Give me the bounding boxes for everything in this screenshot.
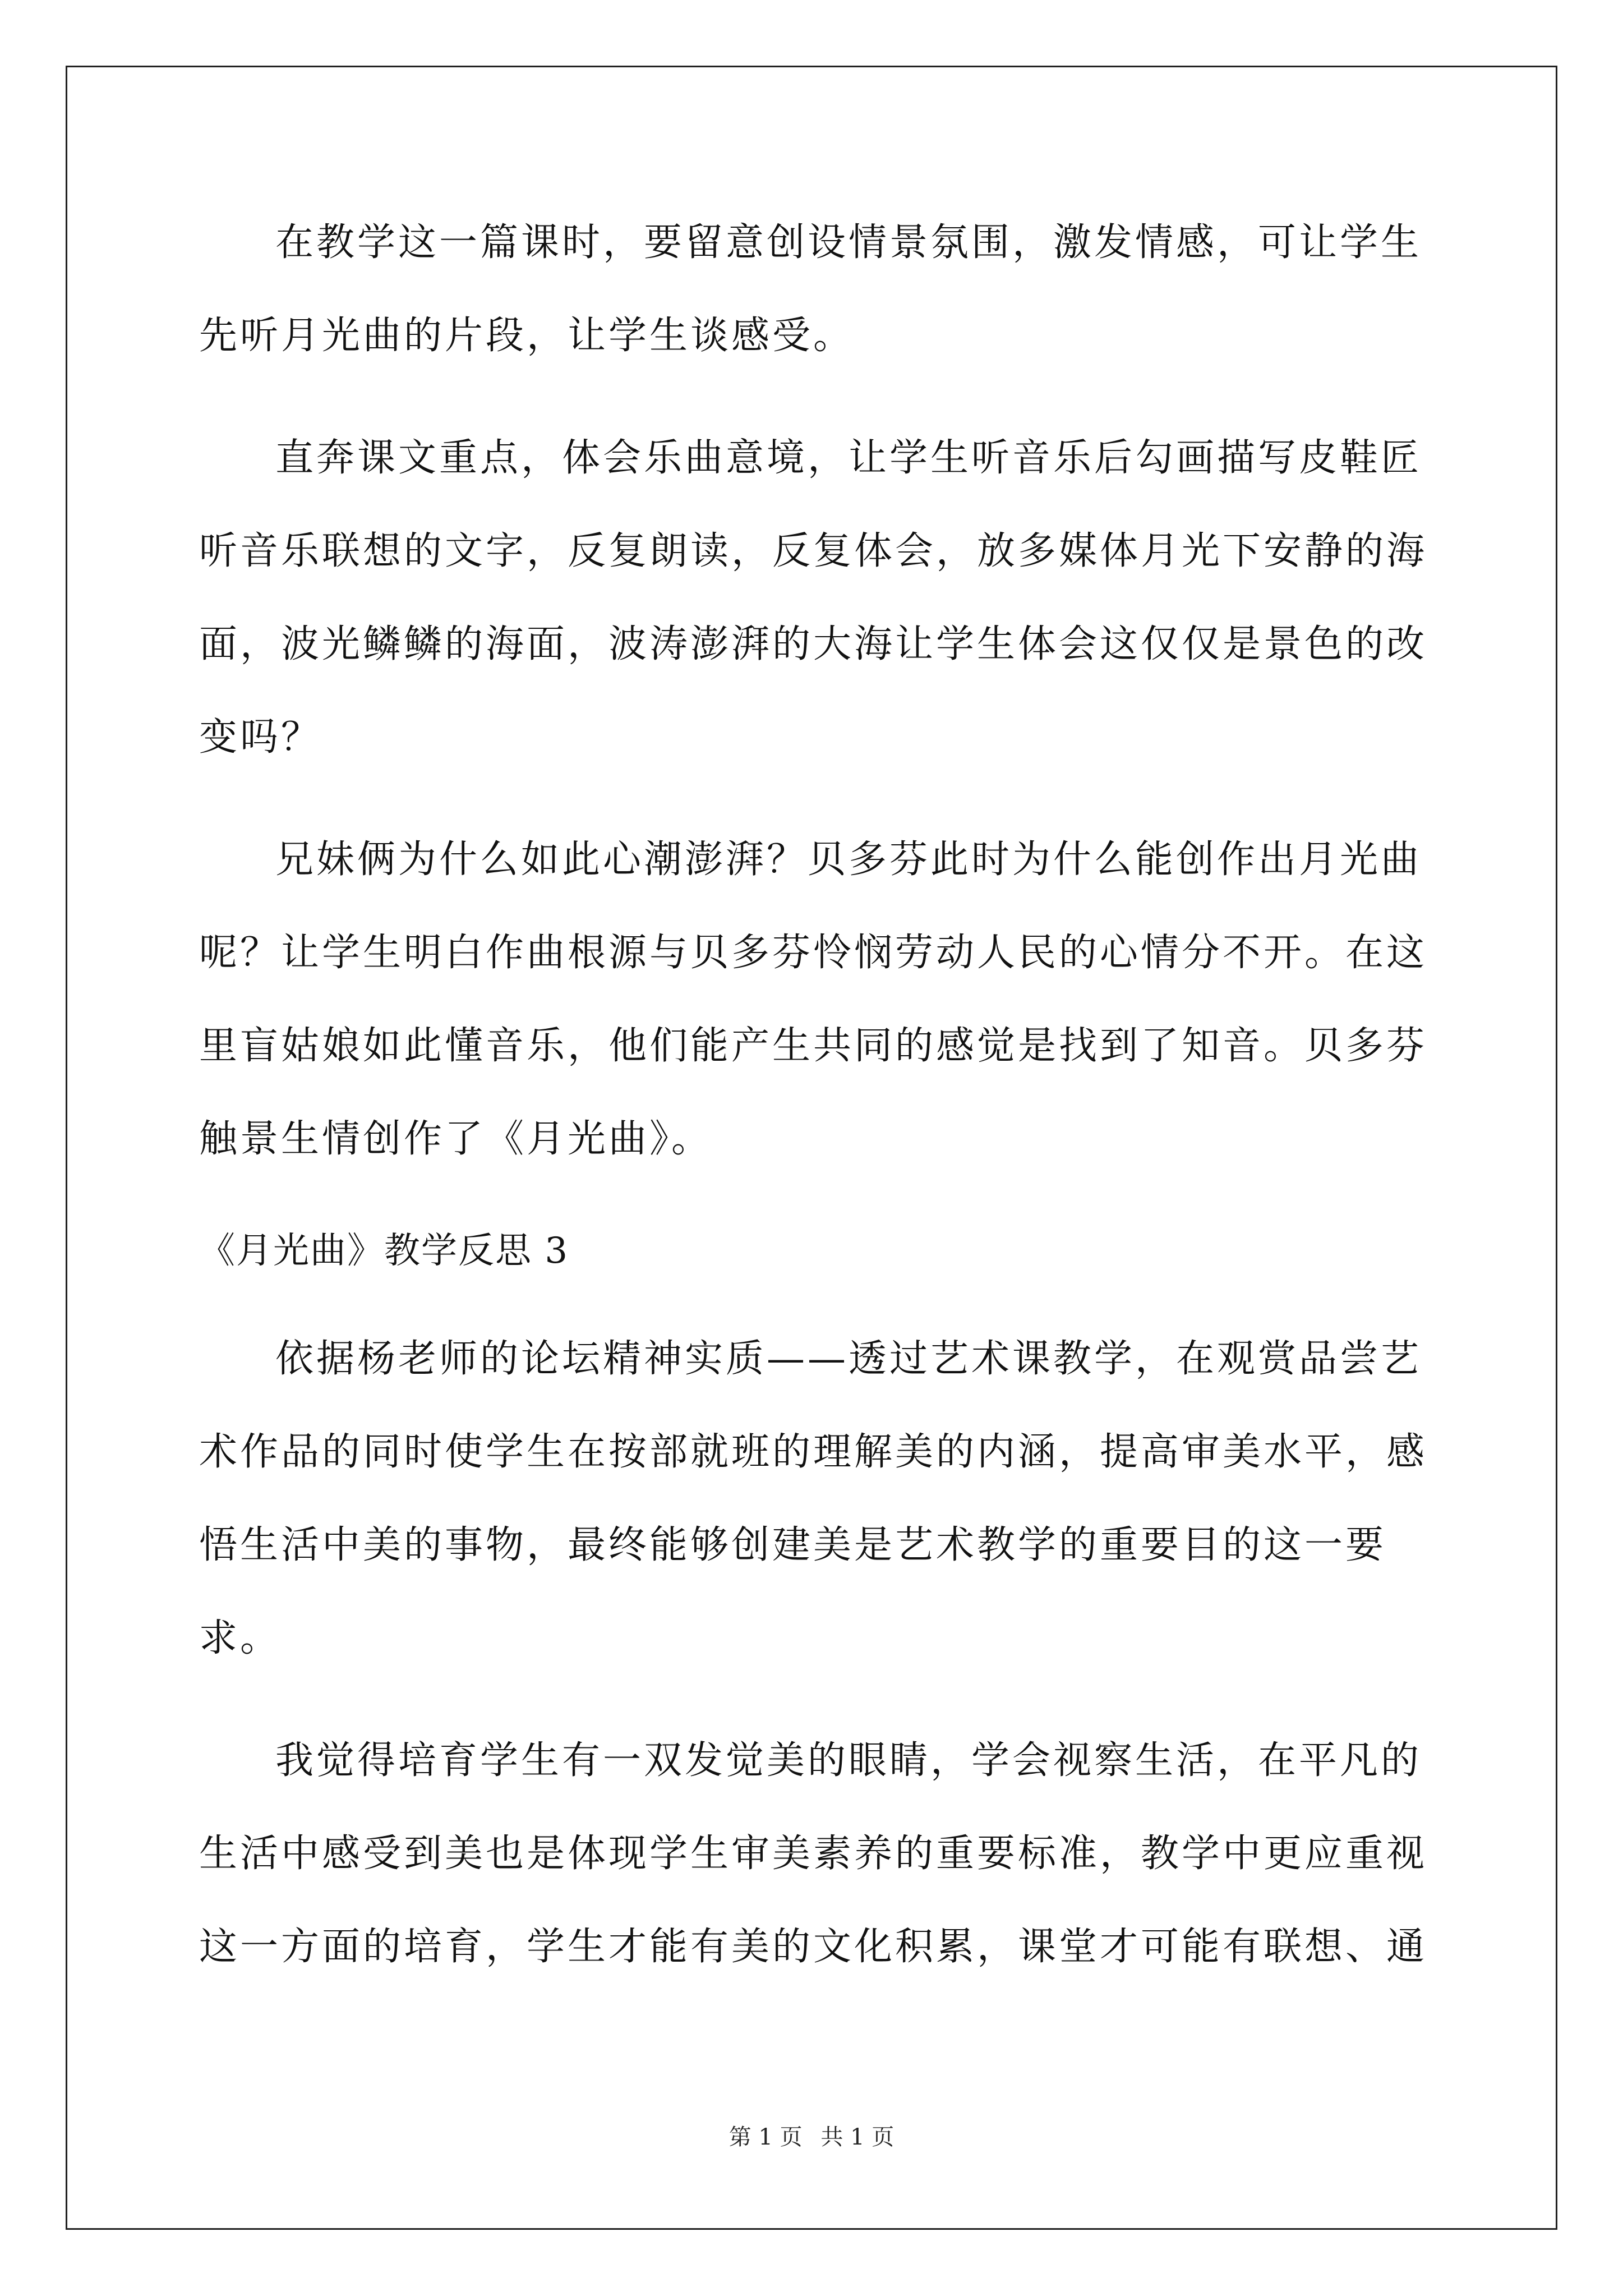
paragraph-4: 依据杨老师的论坛精神实质——透过艺术课教学，在观赏品尝艺术作品的同时使学生在按部就班的理解美的内涵，提高审美水平，感悟生活中美的事物，最终能够创建美是艺术教学的重要目的这一要求。 <box>199 1337 1428 1660</box>
document-body <box>199 196 1433 2023</box>
paragraph-5: 我觉得培育学生有一双发觉美的眼睛，学会视察生活，在平凡的生活中感受到美也是体现学生审美素养的重要标准，教学中更应重视这一方面的培育，学生才能有美的文化积累，课堂才可能有联想、通 <box>199 1738 1428 1969</box>
paragraph-3: 兄妹俩为什么如此心潮澎湃？贝多芬此时为什么能创作出月光曲呢？让学生明白作曲根源与贝多芬怜悯劳动人民的心情分不开。在这里盲姑娘如此懂音乐，他们能产生共同的感觉是找到了知音。贝多芬触景生情创作了《月光曲》。 <box>199 838 1428 1161</box>
paragraph-2: 直奔课文重点，体会乐曲意境，让学生听音乐后勾画描写皮鞋匠听音乐联想的文字，反复朗读，反复体会，放多媒体月光下安静的海面，波光鳞鳞的海面，波涛澎湃的大海让学生体会这仅仅是景色的改变吗？ <box>199 436 1428 760</box>
page-number: 第 1 页 <box>728 2124 803 2150</box>
paragraph-1: 在教学这一篇课时，要留意创设情景氛围，激发情感，可让学生先听月光曲的片段，让学生谈感受。 <box>199 220 1422 358</box>
section-heading: 《月光曲》教学反思 3 <box>199 1230 569 1272</box>
page-total: 共 1 页 <box>820 2124 895 2150</box>
page-footer <box>0 2123 1623 2151</box>
